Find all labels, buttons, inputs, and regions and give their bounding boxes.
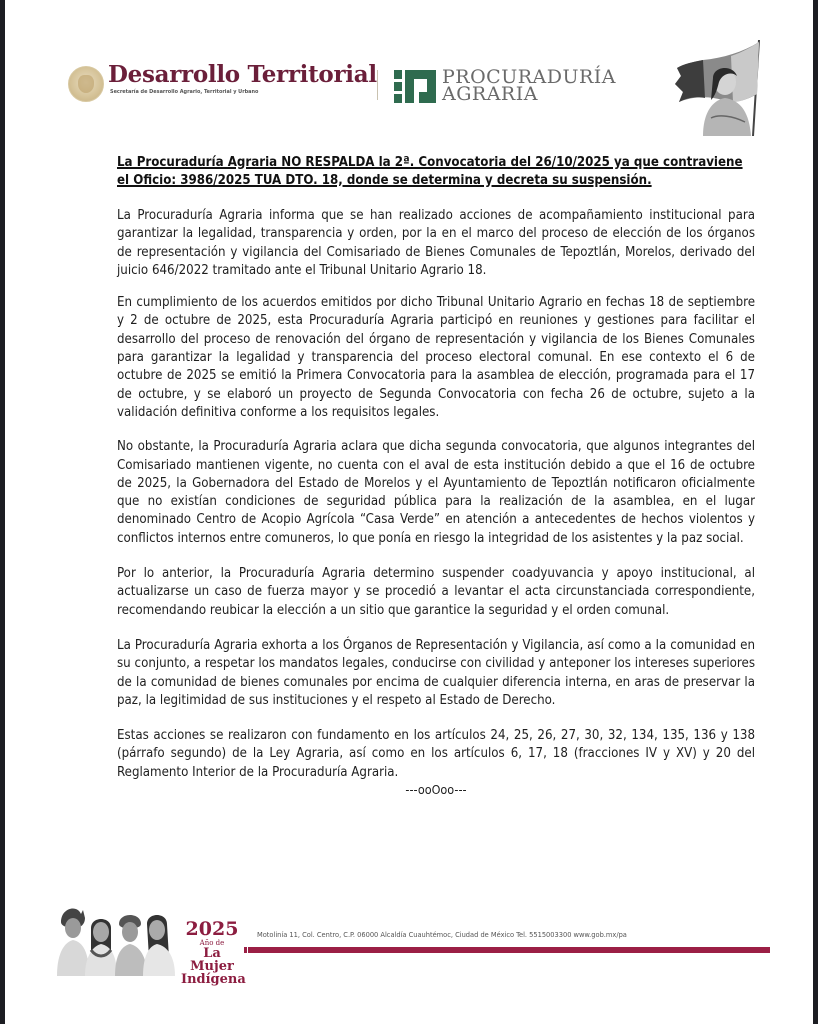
year-caption: Año de — [199, 939, 225, 947]
procuraduria-agraria-icon — [394, 70, 436, 103]
paragraph: La Procuraduría Agraria exhorta a los Órganos de Representación y Vigilancia, así como a la comunidad en su conjunto, a respetar los mandatos legales, conducirse con civilidad y anteponer los intereses superiores de la comunidad de bienes comunales por encima de cualquier diferencia interna, en aras de preservar la paz, la legitimidad de sus instituciones y el respeto al Estado de Derecho. — [117, 637, 755, 708]
pa-name-line1: PROCURADURÍA — [442, 66, 617, 88]
document-page — [5, 0, 813, 1024]
year-of-indigenous-woman-badge — [181, 918, 246, 987]
paragraph: La Procuraduría Agraria informa que se han realizado acciones de acompañamiento institucional para garantizar la legalidad, transparencia y orden, por la en el marco del proceso de elección de los órganos de representación y vigilancia del Comisariado de Bienes Comunales de Tepoztlán, Morelos, derivado del juicio 646/2022 tramitado ante el Tribunal Unitario Agrario 18. — [117, 208, 755, 278]
header-divider — [377, 70, 378, 100]
press-release-body — [117, 154, 755, 798]
paragraph: En cumplimiento de los acuerdos emitidos por dicho Tribunal Unitario Agrario en fechas 18 de septiembre y 2 de octubre de 2025, esta Procuraduría Agraria participó en reuniones y gestiones para facilitar el desarrollo del proceso de renovación del órgano de representación y vigilancia de los Bienes Comunales para garantizar la legalidad y transparencia del proceso electoral comunal. En ese contexto el 6 de octubre de 2025 se emitió la Primera Convocatoria para la asamblea de elección, programada para el 17 de octubre, y se elaboró un proyecto de Segunda Convocatoria con fecha 26 de octubre, sujeto a la validación definitiva conforme a los requisitos legales. — [117, 295, 755, 420]
paragraph: No obstante, la Procuraduría Agraria aclara que dicha segunda convocatoria, que algunos integrantes del Comisariado mantienen vigente, no cuenta con el aval de esta institución debido a que el 16 de octubre de 2025, la Gobernadora del Estado de Morelos y el Ayuntamiento de Tepoztlán notificaron oficialmente que no existían condiciones de seguridad pública para la realización de la asamblea, en el lugar denominado Centro de Acopio Agrícola “Casa Verde” en atención a antecedentes de hechos violentos y conflictos internos entre comuneros, lo que ponía en riesgo la integridad de los asistentes y la paz social. — [117, 439, 755, 546]
agency-title: Desarrollo Territorial — [108, 61, 377, 88]
desarrollo-territorial-logo — [68, 62, 377, 102]
closing-mark: ---ooOoo--- — [405, 782, 467, 798]
footer-address: Motolinía 11, Col. Centro, C.P. 06000 Alcaldía Cuauhtémoc, Ciudad de México Tel. 5515003300 www.gob.mx/pa — [257, 930, 627, 939]
agency-subtitle: Secretaría de Desarrollo Agrario, Territorial y Urbano — [110, 89, 259, 95]
paragraph: Por lo anterior, la Procuraduría Agraria determino suspender coadyuvancia y apoyo institucional, al actualizarse un caso de fuerza mayor y se procedió a levantar el acta circunstanciada correspondiente, recomendando reubicar la elección a un sitio que garantice la seguridad y el orden comunal. — [117, 566, 755, 618]
indigenous-women-illustration — [55, 902, 179, 976]
mexican-coat-of-arms-icon — [68, 66, 104, 102]
woman-with-flag-illustration — [673, 38, 771, 138]
year-line3: Indígena — [181, 972, 246, 987]
footer-bar — [248, 947, 770, 953]
year-line2: La Mujer — [190, 946, 234, 974]
procuraduria-agraria-logo — [394, 66, 617, 105]
year-number: 2025 — [185, 918, 239, 940]
paragraph: Estas acciones se realizaron con fundamento en los artículos 24, 25, 26, 27, 30, 32, 134, 135, 136 y 138 (párrafo segundo) de la Ley Agraria, así como en los artículos 6, 17, 18 (fracciones IV y XV) y 20 del Reglamento Interior de la Procuraduría Agraria. — [117, 728, 755, 780]
footer-bar-cap — [244, 947, 247, 953]
pa-name-line2: AGRARIA — [442, 83, 538, 105]
headline: La Procuraduría Agraria NO RESPALDA la 2ª. Convocatoria del 26/10/2025 ya que contraviene el Oficio: 3986/2025 TUA DTO. 18, donde se determina y decreta su suspensión. — [117, 155, 743, 188]
